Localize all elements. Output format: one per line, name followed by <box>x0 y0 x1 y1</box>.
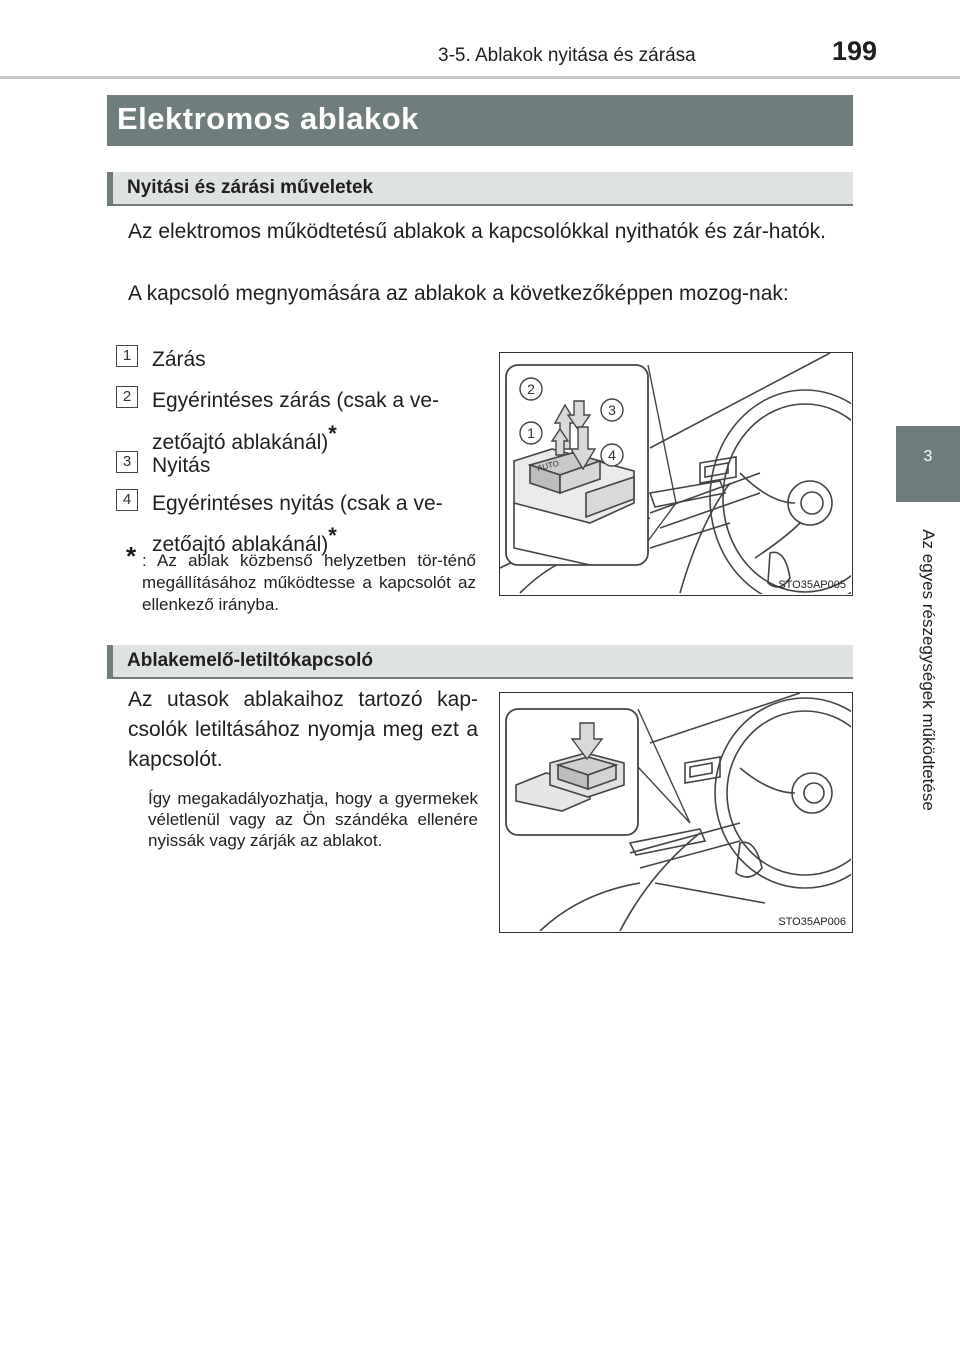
item-4-footnote-star: * <box>328 523 337 548</box>
callout-1: 1 <box>527 425 535 441</box>
window-switch-illustration <box>500 353 851 594</box>
callout-4: 4 <box>608 447 616 463</box>
item-3-text: Nyitás <box>152 454 211 477</box>
footnote-star: * <box>126 541 137 571</box>
window-switch-figure <box>499 352 853 596</box>
item-number-3: 3 <box>116 451 138 473</box>
item-2-text-line1: Egyérintéses zárás (csak a ve- <box>152 389 440 412</box>
callout-2: 2 <box>527 381 535 397</box>
chapter-title: Az egyes részegységek működtetése <box>919 529 938 811</box>
lock-switch-illustration <box>500 693 851 931</box>
figure-code-2: STO35AP006 <box>778 916 846 928</box>
lock-switch-figure <box>499 692 853 933</box>
item-4-text-line1: Egyérintéses nyitás (csak a ve- <box>152 492 443 515</box>
figure-code-1: STO35AP005 <box>778 579 846 591</box>
section-heading-text-2: Ablakemelő-letiltókapcsoló <box>127 650 374 671</box>
intro-paragraph-2: A kapcsoló megnyomására az ablakok a következőképpen mozog-nak: <box>128 282 789 305</box>
chapter-number: 3 <box>923 448 933 465</box>
section-heading-text: Nyitási és zárási műveletek <box>127 177 374 198</box>
item-number-2: 2 <box>116 386 138 408</box>
section-heading-open-close <box>107 172 853 206</box>
auto-switch-label: AUTO <box>536 458 560 473</box>
intro-paragraph-1: Az elektromos működtetésű ablakok a kapcsolókkal nyithatók és zár-hatók. <box>128 220 827 243</box>
item-number-4: 4 <box>116 489 138 511</box>
item-number-1: 1 <box>116 345 138 367</box>
lock-switch-paragraph: Az utasok ablakaihoz tartozó kap-csolók letiltásához nyomja meg ezt a kapcsolót. <box>128 688 478 771</box>
item-1-text: Zárás <box>152 348 206 371</box>
item-2-text-line2-label: zetőajtó ablakánál) <box>152 431 329 454</box>
item-2-footnote-star: * <box>328 421 337 446</box>
item-4-text-line2-label: zetőajtó ablakánál) <box>152 533 329 556</box>
page-title: Elektromos ablakok <box>117 101 419 136</box>
header-rule <box>0 76 960 79</box>
running-head: 3-5. Ablakok nyitása és zárása <box>438 45 696 66</box>
footnote-text: : Az ablak közbenső helyzetben tör-ténő megállításához működtesse a kapcsolót az ellenkező irányba. <box>142 551 476 614</box>
lock-switch-note: Így megakadályozhatja, hogy a gyermekek véletlenül vagy az Ön szándéka ellenére nyissák vagy zárják az ablakot. <box>148 789 478 850</box>
callout-3: 3 <box>608 402 616 418</box>
page-number: 199 <box>832 36 878 66</box>
section-heading-lock-switch <box>107 645 853 679</box>
